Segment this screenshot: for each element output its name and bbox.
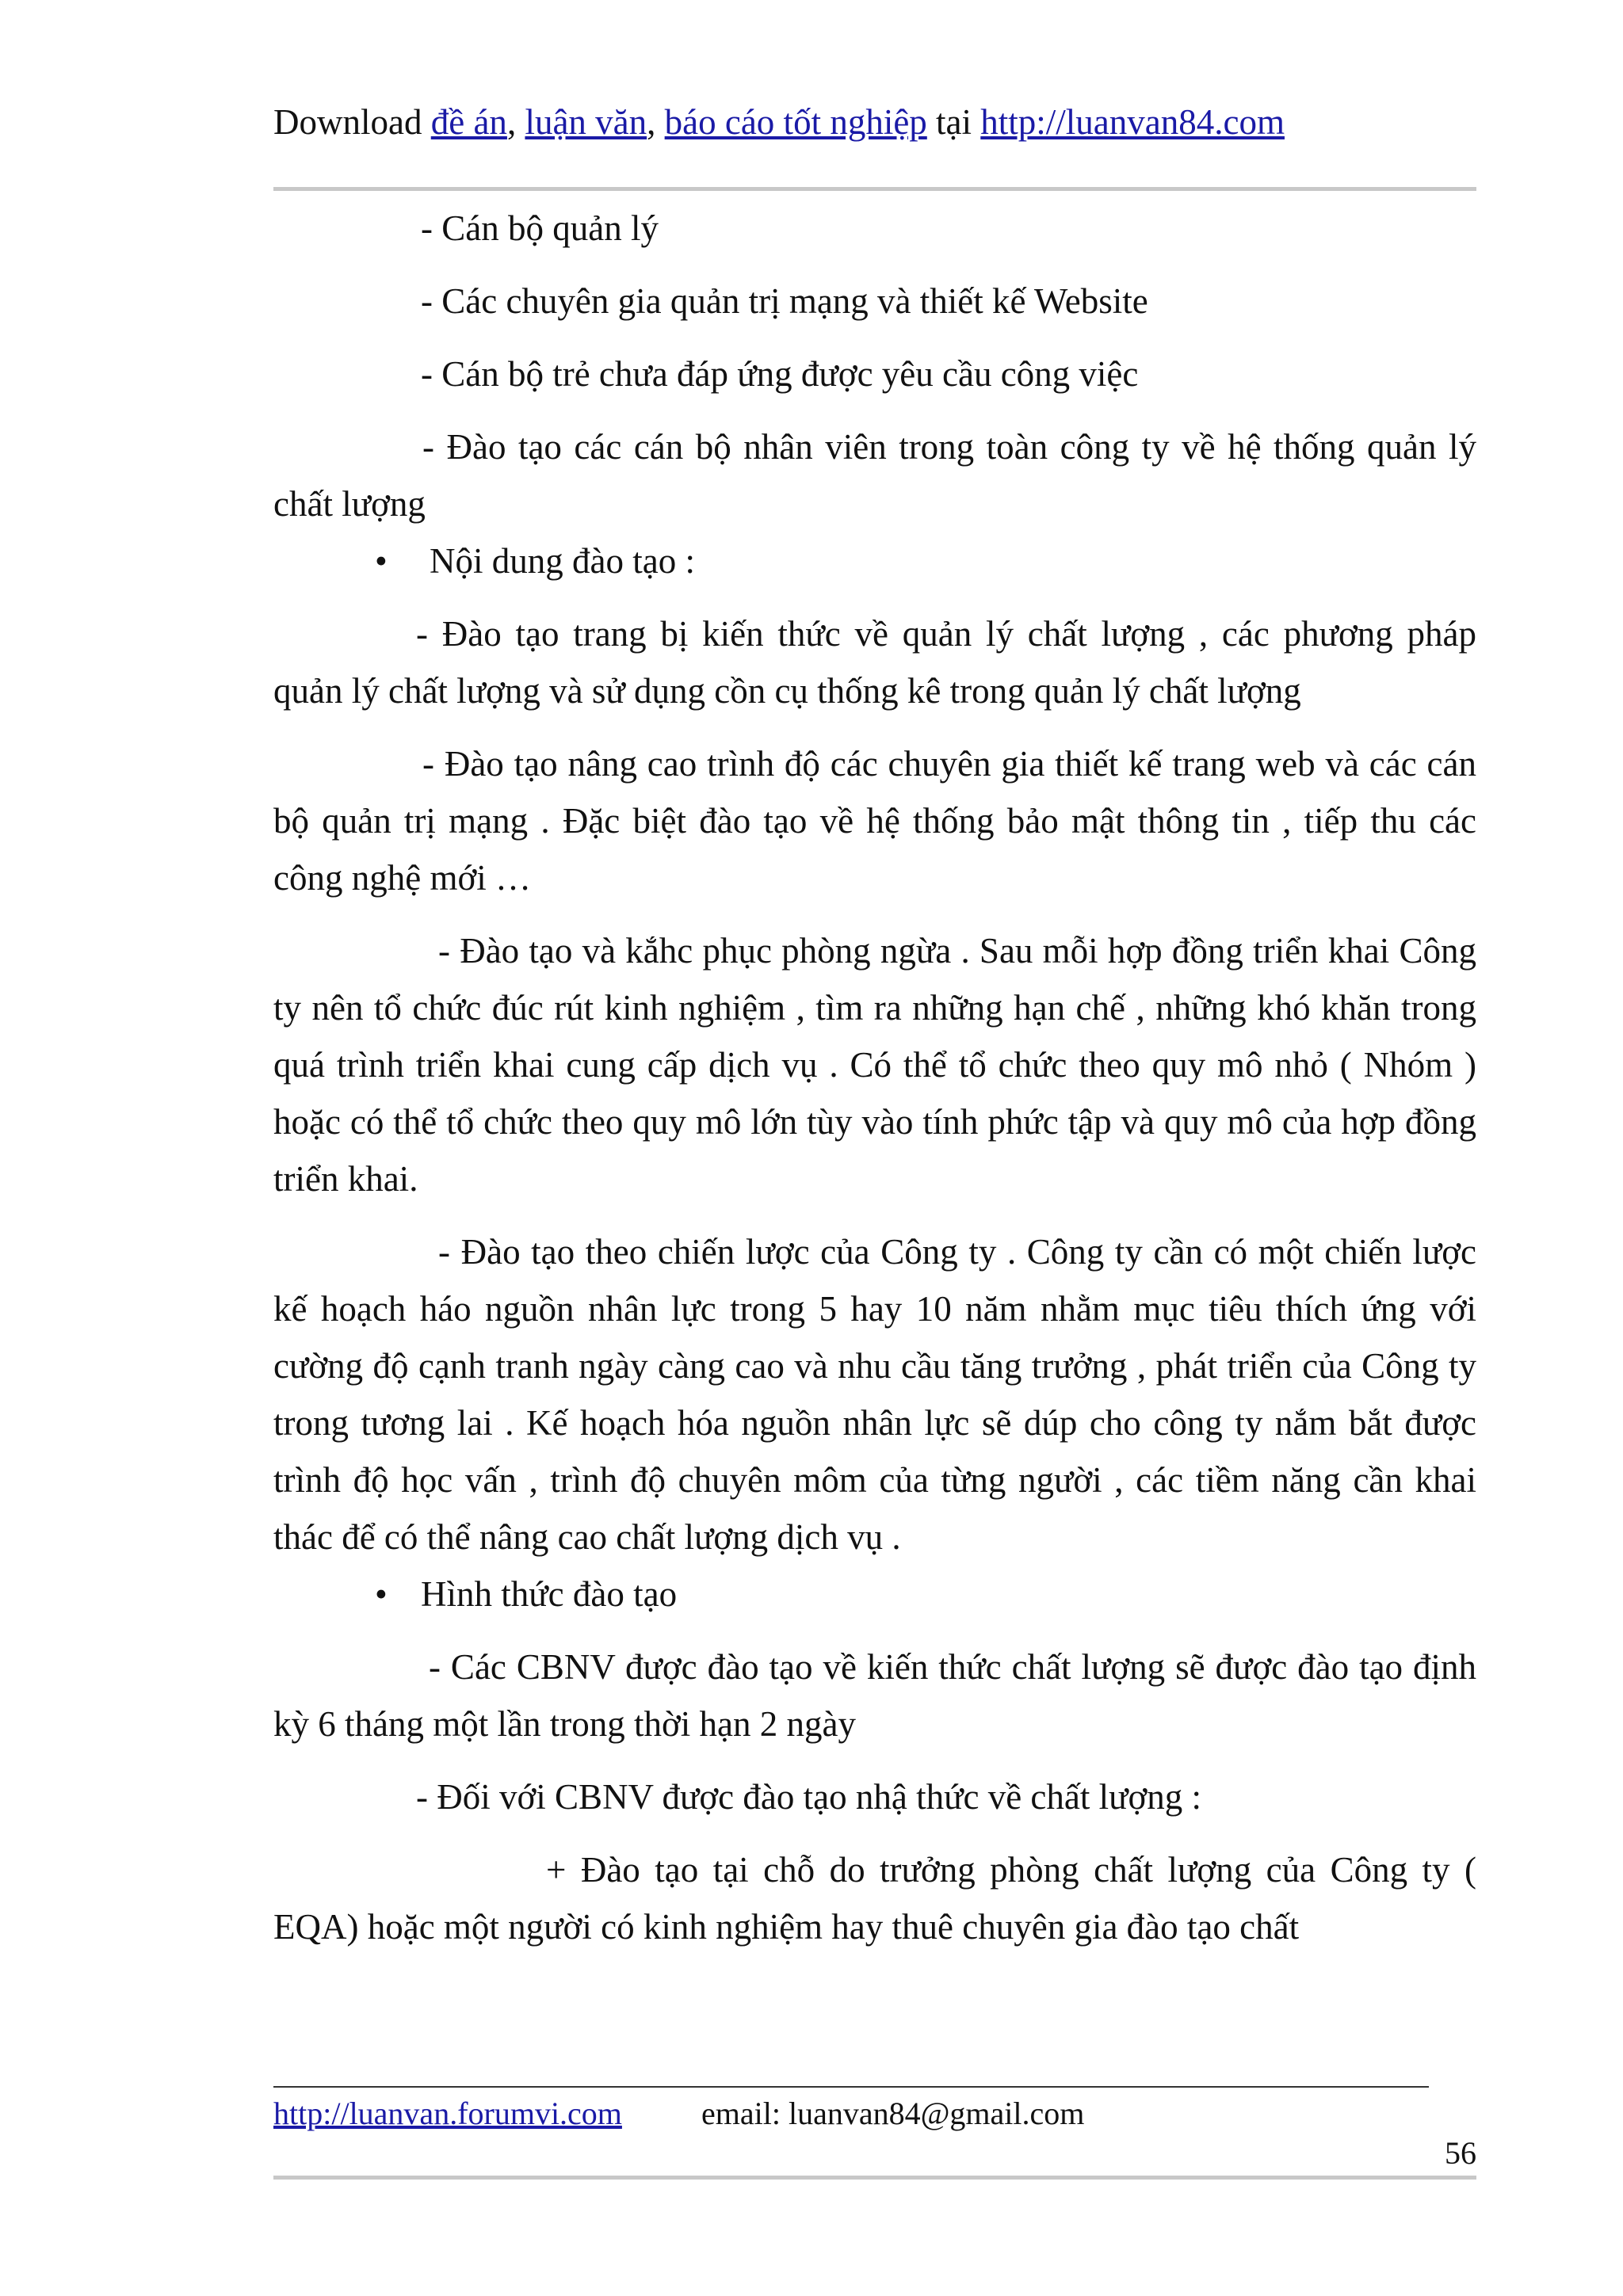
list-line: - Các chuyên gia quản trị mạng và thiết kế Website [421,281,1148,321]
header-link-de-an[interactable]: đề án [430,102,507,142]
page-number: 56 [1445,2135,1476,2171]
header-prefix: Download [273,102,431,142]
bullet-icon: • [375,1574,388,1614]
header-rule [273,187,1476,191]
header-separator: , [647,102,665,142]
header-separator: , [506,102,525,142]
list-line: - Cán bộ trẻ chưa đáp ứng được yêu cầu công việc [421,354,1139,394]
paragraph: + Đào tạo tại chỗ do trưởng phòng chất lượng của Công ty ( EQA) hoặc một người có kinh nghiệm hay thuê chuyên gia đào tạo chất [273,1850,1476,1947]
body-text [273,200,1476,1955]
bottom-rule [273,2176,1476,2180]
paragraph: - Đào tạo nâng cao trình độ các chuyên gia thiết kế trang web và các cán bộ quản trị mạng . Đặc biệt đào tạo về hệ thống bảo mật thông tin , tiếp thu các công nghệ mới … [273,744,1476,898]
header-link-luan-van[interactable]: luận văn [525,102,647,142]
paragraph: - Đào tạo theo chiến lược của Công ty . Công ty cần có một chiến lược kế hoạch háo nguồn nhân lực trong 5 hay 10 năm nhằm mục tiêu thích ứng với cường độ cạnh tranh ngày càng cao và nhu cầu tăng trưởng , phát triển của Công ty trong tương lai . Kế hoạch hóa nguồn nhân lực sẽ dúp cho công ty nắm bắt được trình độ học vấn , trình độ chuyên môm của từng người , các tiềm năng cần khai thác để có thể nâng cao chất lượng dịch vụ . [273,1232,1476,1557]
bullet-item [273,1566,1476,1623]
header-link-site[interactable]: http://luanvan84.com [980,102,1285,142]
bullet-item [273,532,1476,589]
page-footer [273,2092,1085,2136]
list-line: - Đối với CBNV được đào tạo nhậ thức về chất lượng : [416,1777,1202,1817]
paragraph: - Các CBNV được đào tạo về kiến thức chất lượng sẽ được đào tạo định kỳ 6 tháng một lần trong thời hạn 2 ngày [273,1647,1476,1744]
paragraph: - Đào tạo các cán bộ nhân viên trong toàn công ty về hệ thống quản lý chất lượng [273,427,1476,524]
bullet-icon: • [375,541,388,581]
list-line: - Cán bộ quản lý [421,208,659,248]
bullet-label: Hình thức đào tạo [421,1574,678,1614]
footer-rule [273,2086,1429,2088]
header-mid-text: tại [926,102,981,142]
bullet-label: Nội dung đào tạo : [430,541,695,581]
paragraph: - Đào tạo và kắhc phục phòng ngừa . Sau mỗi hợp đồng triển khai Công ty nên tổ chức đúc rút kinh nghiệm , tìm ra những hạn chế , những khó khăn trong quá trình triển khai cung cấp dịch vụ . Có thể tổ chức theo quy mô nhỏ ( Nhóm ) hoặc có thể tổ chức theo quy mô lớn tùy vào tính phức tập và quy mô của hợp đồng triển khai. [273,931,1476,1199]
footer-link[interactable]: http://luanvan.forumvi.com [273,2096,622,2131]
page-header [273,98,1285,146]
header-link-bao-cao[interactable]: báo cáo tốt nghiệp [664,102,927,142]
footer-email: email: luanvan84@gmail.com [701,2096,1085,2131]
paragraph: - Đào tạo trang bị kiến thức về quản lý chất lượng , các phương pháp quản lý chất lượng và sử dụng cồn cụ thống kê trong quản lý chất lượng [273,614,1476,711]
